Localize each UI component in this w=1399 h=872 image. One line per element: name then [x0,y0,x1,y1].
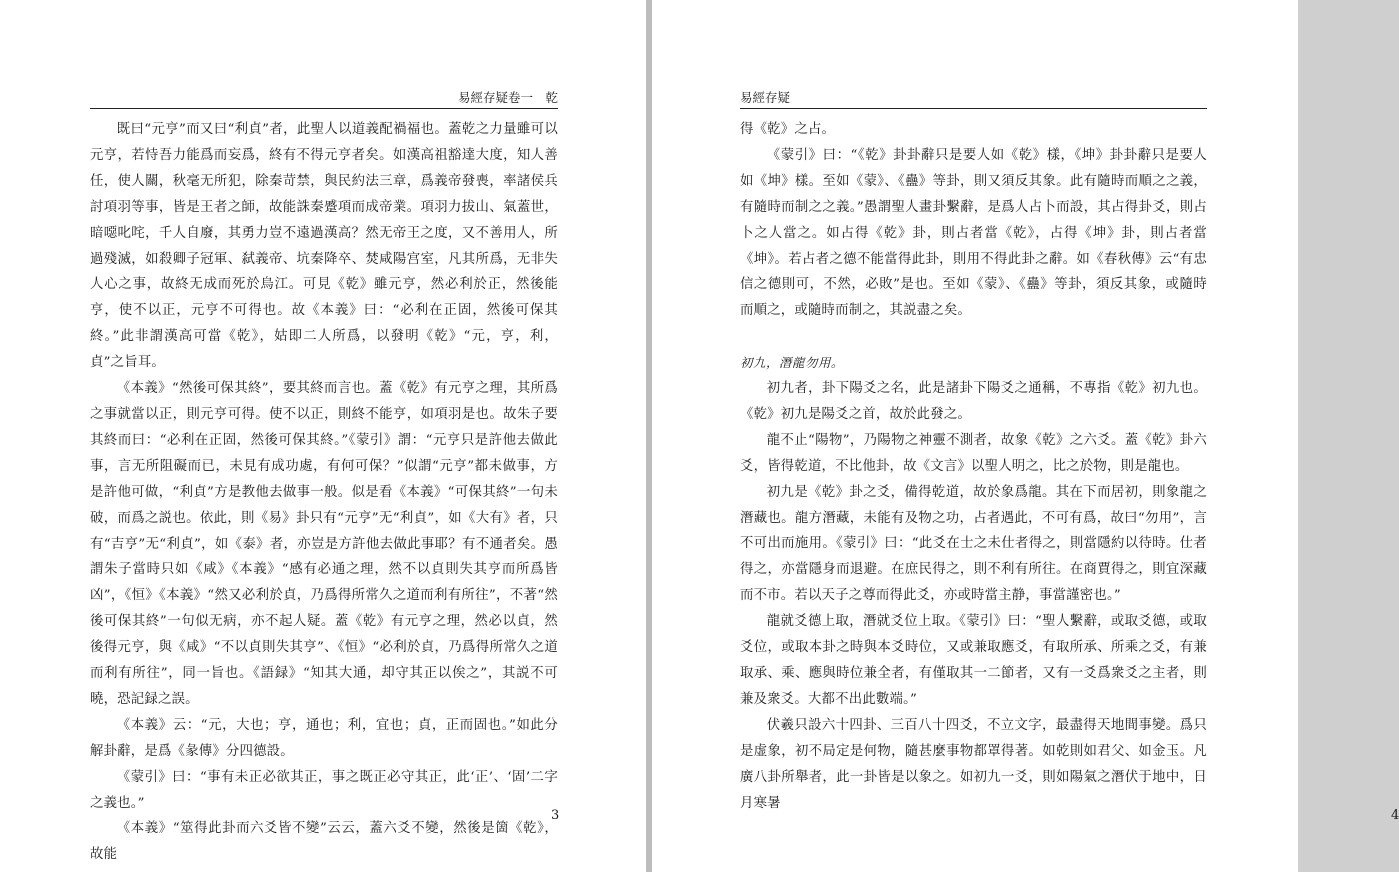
paragraph: 《本義》“筮得此卦而六爻皆不變”云云，蓋六爻不變，然後是箇《乾》，故能 [90,821,558,863]
section-spacer [740,324,1207,350]
paragraph: 《蒙引》曰：“《乾》卦卦辭只是要人如《乾》樣，《坤》卦卦辭只是要人如《坤》樣。至如《蒙》、《蠱》等卦，則又須反其象。此有隨時而順之之義，有隨時而制之之義。”愚謂聖人畫卦繫辭，是爲人占卜而設，其占得卦爻，則占卜之人當之。如占得《乾》卦，則占者當《乾》，占得《坤》卦，則占者當《坤》。若占者之德不能當得此卦，則用不得此卦之辭。如《春秋傳》云“有忠信之德則可，不然，必敗”是也。至如《蒙》、《蠱》等卦，須反其象，或隨時而順之，或隨時而制之，其説盡之矣。 [740,147,1207,319]
continuation-paragraph: 得《乾》之占。 [740,122,836,137]
paragraph: 龍就爻德上取，潛就爻位上取。《蒙引》曰：“聖人繫辭，或取爻德，或取爻位，或取本卦之時與本爻時位，又或兼取應爻，有取所承、所乘之爻，有兼取承、乘、應與時位兼全者，有僅取其一二節者，又有一爻爲衆爻之主者，則兼及衆爻。大都不出此數端。” [740,614,1207,707]
running-header: 易經存疑 [740,90,1207,109]
page-number: 3 [551,808,560,823]
page-body [90,117,558,868]
running-header: 易經存疑卷一 乾 [90,90,558,109]
paragraph: 《蒙引》曰：“事有未正必欲其正，事之既正必守其正，此‘正’、‘固’二字之義也。” [90,769,558,811]
left-page [0,0,646,872]
right-page [652,0,1399,872]
paragraph: 《本義》“然後可保其終”，要其終而言也。蓋《乾》有元亨之理，其所爲之事就當以正，則元亨可得。使不以正，則終不能亨，如項羽是也。故朱子要其終而曰：“必利在正固，然後可保其終。”《蒙引》謂：“元亨只是許他去做此事，言无所阻礙而已，未見有成功處，有何可保？”似謂“元亨”都未做事，方是許他可做，“利貞”方是教他去做事一般。似是看《本義》“可保其終”一句未破，而爲之説也。依此，則《易》卦只有“元亨”无“利貞”，如《大有》者，只有“吉亨”无“利貞”，如《泰》者，亦豈是方許他去做此事耶？有不通者矣。愚謂朱子當時只如《咸》《本義》“感有必通之理，然不以貞則失其亨而所爲皆凶”，《恒》《本義》“然又必利於貞，乃爲得所常久之道而利有所往”，不著“然後可保其終”一句似无病，亦不起人疑。蓋《乾》有元亨之理，然必以貞，然後得元亨，與《咸》“不以貞則失其亨”、《恒》“必利於貞，乃爲得所常久之道而利有所往”，同一旨也。《語録》“知其大通，却守其正以俟之”，其説不可曉，恐記録之誤。 [90,381,558,707]
paragraph: 伏羲只設六十四卦、三百八十四爻，不立文字，最盡得天地間事變。爲只是虚象，初不局定是何物，隨甚麼事物都罩得著。如乾則如君父、如金玉。凡廣八卦所舉者，此一卦皆是以象之。如初九一爻，則如陽氣之潛伏于地中，日月寒暑 [740,717,1207,811]
paragraph: 《本義》云：“元，大也；亨，通也；利，宜也；貞，正而固也。”如此分解卦辭，是爲《彖傳》分四德設。 [90,717,558,759]
paragraph: 初九者，卦下陽爻之名，此是諸卦下陽爻之通稱，不專指《乾》初九也。《乾》初九是陽爻之首，故於此發之。 [740,381,1207,422]
page-body [740,117,1207,816]
paragraph: 初九是《乾》卦之爻，備得乾道，故於象爲龍。其在下而居初，則象龍之潛藏也。龍方潛藏，未能有及物之功，占者遇此，不可有爲，故曰“勿用”，言不可出而施用。《蒙引》曰：“此爻在士之未仕者得之，則當隱約以待時。仕者得之，亦當隱身而退避。在庶民得之，則不利有所往。在商賈得之，則宜深藏而不市。若以天子之尊而得此爻，亦或時當主静，事當謹密也。” [740,484,1207,604]
section-heading: 初九，潛龍勿用。 [740,355,844,371]
page-number: 4 [1391,808,1399,823]
paragraph: 龍不止“陽物”，乃陽物之神靈不測者，故象《乾》之六爻。蓋《乾》卦六爻，皆得乾道，不比他卦，故《文言》以聖人明之，比之於物，則是龍也。 [740,432,1207,474]
paragraph: 既曰“元亨”而又曰“利貞”者，此聖人以道義配禍福也。蓋乾之力量雖可以元亨，若恃吾力能爲而妄爲，終有不得元亨者矣。如漢高祖豁達大度，知人善任，使人關，秋毫无所犯，除秦苛禁，與民約法三章，爲義帝發喪，率諸侯兵討項羽等事，皆是王者之師，故能誅秦蹙項而成帝業。項羽力拔山、氣蓋世，暗噁叱咤，千人自廢，其勇力豈不遠過漢高？然无帝王之度，又不善用人，所過殘滅，如殺卿子冠軍、弑義帝、坑秦降卒、焚咸陽宫室，凡其所爲，无非失人心之事，故終无成而死於烏江。可見《乾》雖元亨，然必利於正，然後能亨，使不以正，元亨不可得也。故《本義》曰：“必利在正固，然後可保其終。”此非謂漢高可當《乾》，姑即二人所爲，以發明《乾》“元，亨，利，貞”之旨耳。 [90,122,558,371]
